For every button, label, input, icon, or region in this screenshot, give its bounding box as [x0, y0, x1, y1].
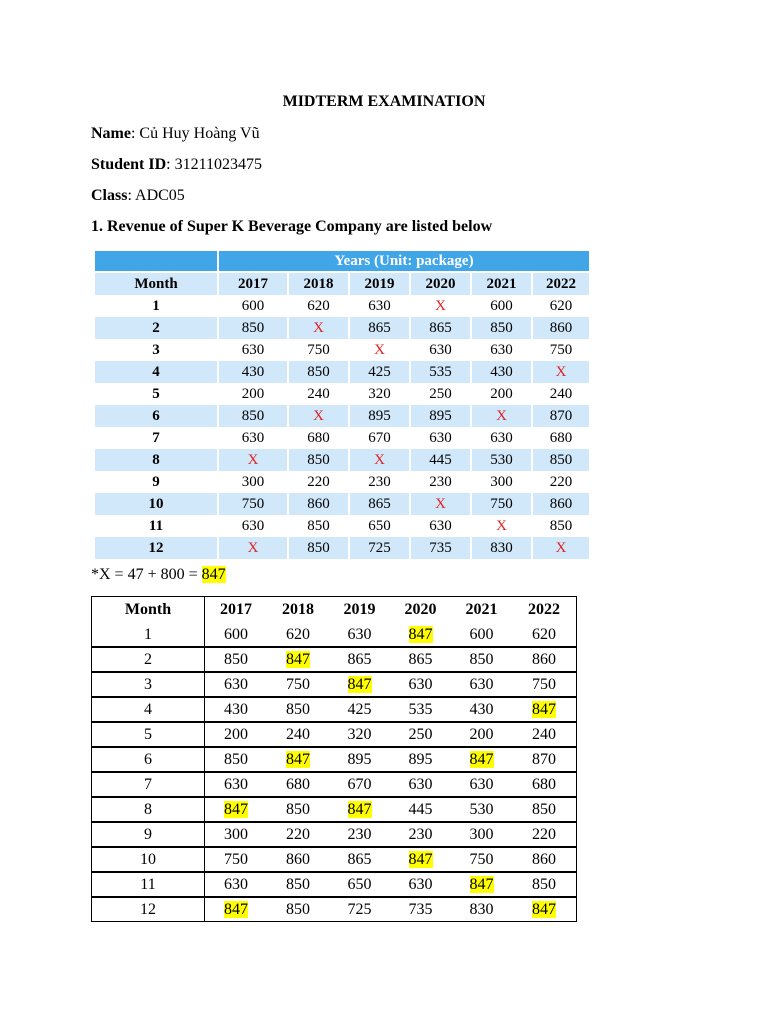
table-row [95, 361, 590, 383]
value-cell: 600 [224, 625, 248, 643]
missing-value-cell: X [410, 493, 471, 515]
value-cell: 850 [205, 646, 267, 671]
table-row [95, 317, 590, 339]
missing-value-cell: X [410, 295, 471, 317]
table-row [95, 405, 590, 427]
value-cell: 630 [205, 671, 267, 696]
value-cell [512, 896, 576, 921]
value-cell: 220 [512, 821, 576, 846]
value-cell: 300 [218, 471, 288, 493]
table-row [92, 721, 576, 746]
value-cell: 620 [532, 625, 556, 643]
value-cell: 240 [267, 721, 329, 746]
value-cell: 300 [205, 821, 267, 846]
month-cell: 9 [95, 471, 218, 493]
revenue-table-filled [91, 596, 577, 922]
value-cell: 735 [410, 537, 471, 559]
year-header: 2022 [532, 272, 590, 295]
filled-value-highlight: 847 [408, 625, 433, 643]
month-cell: 7 [92, 771, 205, 796]
document-title: MIDTERM EXAMINATION [282, 93, 486, 110]
value-cell: 630 [410, 515, 471, 537]
table-row [95, 295, 590, 317]
table-row [92, 646, 576, 671]
table-row [92, 696, 576, 721]
value-cell: 220 [288, 471, 349, 493]
value-cell: 600 [218, 295, 288, 317]
value-cell [329, 796, 390, 821]
value-cell: 630 [451, 671, 512, 696]
value-cell [390, 623, 451, 646]
month-cell: 2 [92, 646, 205, 671]
value-cell: 530 [471, 449, 532, 471]
filled-value-highlight: 847 [347, 800, 372, 818]
value-cell: 895 [329, 746, 390, 771]
missing-value-cell: X [288, 405, 349, 427]
value-cell: 320 [329, 721, 390, 746]
formula-text: *X = 47 + 800 = [91, 566, 202, 583]
value-cell: 430 [471, 361, 532, 383]
value-cell: 870 [512, 746, 576, 771]
filled-value-highlight: 847 [469, 875, 494, 893]
class-value: : ADC05 [127, 187, 185, 204]
month-header: Month [92, 597, 205, 623]
value-cell: 865 [410, 317, 471, 339]
class-label: Class [91, 187, 128, 204]
value-cell: 895 [390, 746, 451, 771]
value-cell: 620 [288, 295, 349, 317]
value-cell: 650 [349, 515, 410, 537]
value-cell: 735 [390, 896, 451, 921]
value-cell: 750 [205, 846, 267, 871]
missing-value-cell: X [218, 449, 288, 471]
value-cell: 630 [205, 771, 267, 796]
value-cell: 850 [288, 361, 349, 383]
year-header: 2021 [471, 272, 532, 295]
filled-value-highlight: 847 [347, 675, 372, 693]
value-cell: 530 [451, 796, 512, 821]
value-cell: 850 [288, 515, 349, 537]
month-cell: 12 [92, 896, 205, 921]
value-cell: 680 [288, 427, 349, 449]
years-banner: Years (Unit: package) [218, 251, 590, 272]
value-cell: 430 [218, 361, 288, 383]
value-cell: 870 [532, 405, 590, 427]
month-cell: 9 [92, 821, 205, 846]
value-cell: 240 [532, 383, 590, 405]
year-header: 2018 [288, 272, 349, 295]
value-cell: 620 [286, 625, 310, 643]
missing-value-cell: X [349, 449, 410, 471]
table-row [92, 671, 576, 696]
value-cell: 750 [512, 671, 576, 696]
month-cell: 4 [95, 361, 218, 383]
year-header: 2019 [343, 601, 376, 618]
value-cell [512, 696, 576, 721]
value-cell: 850 [267, 871, 329, 896]
table-row [95, 471, 590, 493]
student-id-field [91, 156, 262, 174]
formula-note [91, 566, 226, 584]
value-cell: 750 [218, 493, 288, 515]
formula-result: 847 [201, 566, 226, 583]
table-row [92, 896, 576, 921]
table-row [95, 449, 590, 471]
month-cell: 7 [95, 427, 218, 449]
value-cell: 300 [451, 821, 512, 846]
table-row [92, 846, 576, 871]
year-header: 2019 [349, 272, 410, 295]
year-header: 2020 [404, 601, 437, 618]
value-cell: 535 [410, 361, 471, 383]
missing-value-cell: X [471, 515, 532, 537]
value-cell: 850 [218, 317, 288, 339]
table-row [92, 871, 576, 896]
value-cell [267, 746, 329, 771]
value-cell: 865 [349, 493, 410, 515]
value-cell: 600 [471, 295, 532, 317]
value-cell: 630 [347, 625, 372, 643]
month-cell: 4 [92, 696, 205, 721]
value-cell: 850 [471, 317, 532, 339]
value-cell: 220 [267, 821, 329, 846]
value-cell: 860 [288, 493, 349, 515]
month-cell: 11 [95, 515, 218, 537]
value-cell: 680 [267, 771, 329, 796]
value-cell: 200 [471, 383, 532, 405]
month-header: Month [95, 272, 218, 295]
value-cell: 750 [288, 339, 349, 361]
month-cell: 2 [95, 317, 218, 339]
month-cell: 8 [95, 449, 218, 471]
value-cell: 230 [329, 821, 390, 846]
missing-value-cell: X [471, 405, 532, 427]
value-cell: 630 [410, 339, 471, 361]
year-header: 2017 [218, 272, 288, 295]
value-cell: 430 [205, 696, 267, 721]
missing-value-cell: X [349, 339, 410, 361]
filled-value-highlight: 847 [532, 700, 556, 718]
value-cell: 750 [532, 339, 590, 361]
year-header: 2021 [465, 601, 498, 618]
name-value: : Củ Huy Hoàng Vũ [130, 125, 260, 142]
value-cell: 850 [267, 696, 329, 721]
revenue-table-original [95, 251, 591, 559]
filled-value-highlight: 847 [532, 900, 556, 918]
month-cell: 3 [92, 671, 205, 696]
student-id-value: : 31211023475 [166, 156, 262, 173]
value-cell: 670 [349, 427, 410, 449]
value-cell: 850 [267, 896, 329, 921]
filled-value-highlight: 847 [469, 750, 494, 768]
value-cell: 630 [410, 427, 471, 449]
value-cell: 650 [329, 871, 390, 896]
value-cell: 860 [532, 317, 590, 339]
value-cell: 750 [451, 846, 512, 871]
month-cell: 1 [92, 623, 205, 646]
value-cell: 230 [390, 821, 451, 846]
value-cell: 630 [390, 871, 451, 896]
value-cell: 630 [349, 295, 410, 317]
table-row [92, 796, 576, 821]
month-cell: 10 [92, 846, 205, 871]
value-cell: 630 [390, 671, 451, 696]
month-cell: 6 [95, 405, 218, 427]
value-cell: 630 [205, 871, 267, 896]
value-cell: 445 [390, 796, 451, 821]
filled-value-highlight: 847 [224, 900, 248, 918]
month-cell: 5 [92, 721, 205, 746]
value-cell: 850 [512, 796, 576, 821]
year-header: 2022 [528, 601, 560, 618]
year-header: 2020 [410, 272, 471, 295]
value-cell: 240 [288, 383, 349, 405]
value-cell: 850 [267, 796, 329, 821]
value-cell [329, 671, 390, 696]
value-cell: 630 [471, 427, 532, 449]
value-cell: 865 [329, 646, 390, 671]
month-cell: 11 [92, 871, 205, 896]
table-row [92, 821, 576, 846]
value-cell [205, 896, 267, 921]
value-cell: 850 [532, 449, 590, 471]
value-cell: 220 [532, 471, 590, 493]
value-cell: 860 [512, 646, 576, 671]
question-heading: 1. Revenue of Super K Beverage Company are listed below [91, 218, 493, 235]
value-cell: 320 [349, 383, 410, 405]
value-cell: 620 [532, 295, 590, 317]
table-row [95, 515, 590, 537]
value-cell: 250 [390, 721, 451, 746]
value-cell: 630 [218, 339, 288, 361]
table-row [92, 746, 576, 771]
table-row [95, 427, 590, 449]
value-cell: 240 [512, 721, 576, 746]
value-cell: 200 [218, 383, 288, 405]
missing-value-cell: X [218, 537, 288, 559]
value-cell: 830 [451, 896, 512, 921]
value-cell: 850 [218, 405, 288, 427]
value-cell: 430 [451, 696, 512, 721]
month-cell: 5 [95, 383, 218, 405]
value-cell: 230 [410, 471, 471, 493]
value-cell: 850 [532, 515, 590, 537]
value-cell: 895 [349, 405, 410, 427]
value-cell: 425 [329, 696, 390, 721]
value-cell: 865 [390, 646, 451, 671]
month-cell: 1 [95, 295, 218, 317]
table-row [95, 383, 590, 405]
value-cell: 860 [267, 846, 329, 871]
value-cell: 250 [410, 383, 471, 405]
missing-value-cell: X [288, 317, 349, 339]
value-cell: 850 [205, 746, 267, 771]
value-cell: 850 [288, 449, 349, 471]
filled-value-highlight: 847 [408, 850, 433, 868]
month-cell: 8 [92, 796, 205, 821]
student-id-label: Student ID [91, 156, 167, 173]
value-cell: 865 [329, 846, 390, 871]
value-cell: 895 [410, 405, 471, 427]
value-cell: 860 [532, 493, 590, 515]
month-cell: 3 [95, 339, 218, 361]
month-cell: 6 [92, 746, 205, 771]
value-cell [451, 871, 512, 896]
value-cell [451, 746, 512, 771]
year-header: 2018 [282, 601, 314, 618]
table-row [95, 493, 590, 515]
filled-value-highlight: 847 [224, 800, 248, 818]
value-cell: 725 [329, 896, 390, 921]
value-cell: 630 [451, 771, 512, 796]
value-cell: 850 [512, 871, 576, 896]
name-field [91, 125, 260, 143]
table-row [92, 623, 576, 646]
filled-value-highlight: 847 [286, 750, 310, 768]
value-cell: 445 [410, 449, 471, 471]
value-cell: 680 [512, 771, 576, 796]
value-cell: 425 [349, 361, 410, 383]
banner-blank-cell [95, 251, 218, 272]
value-cell: 860 [512, 846, 576, 871]
value-cell: 630 [471, 339, 532, 361]
value-cell: 630 [218, 515, 288, 537]
missing-value-cell: X [532, 361, 590, 383]
value-cell: 670 [329, 771, 390, 796]
month-cell: 10 [95, 493, 218, 515]
value-cell: 680 [532, 427, 590, 449]
value-cell: 200 [451, 721, 512, 746]
year-header: 2017 [220, 601, 252, 618]
month-cell: 12 [95, 537, 218, 559]
value-cell: 630 [218, 427, 288, 449]
value-cell [267, 646, 329, 671]
value-cell: 230 [349, 471, 410, 493]
value-cell: 630 [390, 771, 451, 796]
value-cell: 750 [471, 493, 532, 515]
value-cell: 200 [205, 721, 267, 746]
table-row [92, 771, 576, 796]
value-cell: 300 [471, 471, 532, 493]
name-label: Name [91, 125, 131, 142]
table-row [95, 537, 590, 559]
value-cell: 750 [267, 671, 329, 696]
value-cell [390, 846, 451, 871]
value-cell: 865 [349, 317, 410, 339]
value-cell [205, 796, 267, 821]
value-cell: 725 [349, 537, 410, 559]
filled-value-highlight: 847 [286, 650, 310, 668]
class-field [91, 187, 185, 205]
value-cell: 535 [390, 696, 451, 721]
value-cell: 600 [469, 625, 494, 643]
value-cell: 850 [451, 646, 512, 671]
table-row [95, 339, 590, 361]
missing-value-cell: X [532, 537, 590, 559]
value-cell: 850 [288, 537, 349, 559]
value-cell: 830 [471, 537, 532, 559]
